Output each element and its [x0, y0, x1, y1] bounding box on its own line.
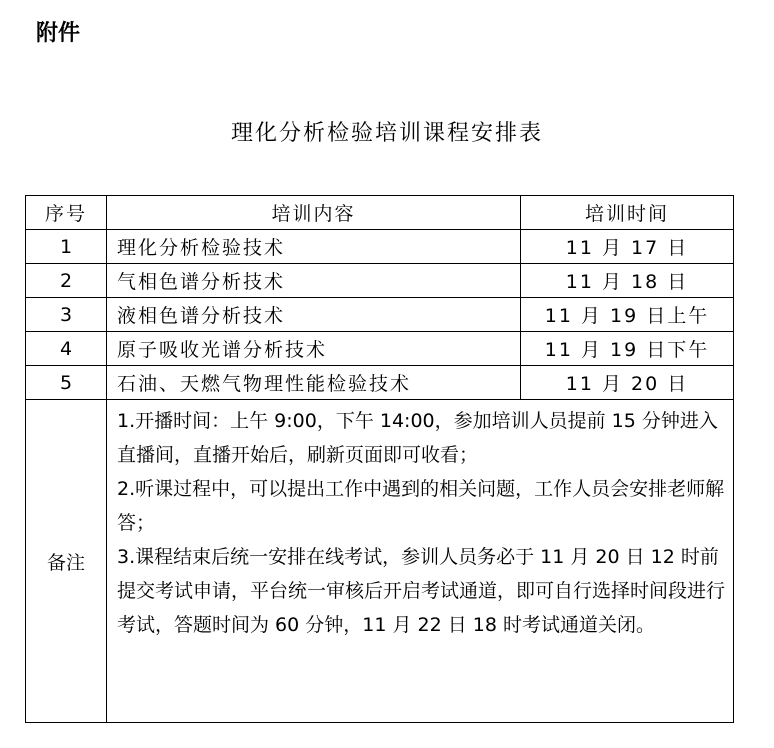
row-time: 11 月 19 日上午	[521, 298, 734, 332]
note-item: 3.课程结束后统一安排在线考试，参训人员务必于 11 月 20 日 12 时前提交考试申请，平台统一审核后开启考试通道，即可自行选择时间段进行考试，答题时间为 60 分钟，11 月 22 日 18 时考试通道关闭。	[117, 546, 726, 636]
header-content: 培训内容	[107, 196, 521, 230]
header-no: 序号	[26, 196, 107, 230]
table-row	[26, 230, 734, 264]
row-time: 11 月 17 日	[521, 230, 734, 264]
row-no: 4	[26, 332, 107, 366]
row-no: 5	[26, 366, 107, 400]
table-header-row	[26, 196, 734, 230]
table-row	[26, 366, 734, 400]
table-row	[26, 298, 734, 332]
table-row	[26, 332, 734, 366]
row-no: 2	[26, 264, 107, 298]
row-no: 1	[26, 230, 107, 264]
row-time: 11 月 20 日	[521, 366, 734, 400]
row-content: 液相色谱分析技术	[107, 298, 521, 332]
document-title: 理化分析检验培训课程安排表	[230, 121, 543, 146]
row-content: 气相色谱分析技术	[107, 264, 521, 298]
schedule-table	[25, 195, 734, 723]
table-row	[26, 264, 734, 298]
row-time: 11 月 19 日下午	[521, 332, 734, 366]
row-no: 3	[26, 298, 107, 332]
row-content: 理化分析检验技术	[107, 230, 521, 264]
notes-content	[107, 400, 734, 723]
row-time: 11 月 18 日	[521, 264, 734, 298]
note-item: 1.开播时间：上午 9:00，下午 14:00，参加培训人员提前 15 分钟进入直播间，直播开始后，刷新页面即可收看；	[117, 410, 718, 466]
note-item: 2.听课过程中，可以提出工作中遇到的相关问题，工作人员会安排老师解答；	[117, 478, 725, 534]
notes-label: 备注	[26, 400, 107, 723]
header-time: 培训时间	[521, 196, 734, 230]
notes-row	[26, 400, 734, 723]
attachment-label: 附件	[36, 21, 81, 46]
row-content: 石油、天燃气物理性能检验技术	[107, 366, 521, 400]
row-content: 原子吸收光谱分析技术	[107, 332, 521, 366]
